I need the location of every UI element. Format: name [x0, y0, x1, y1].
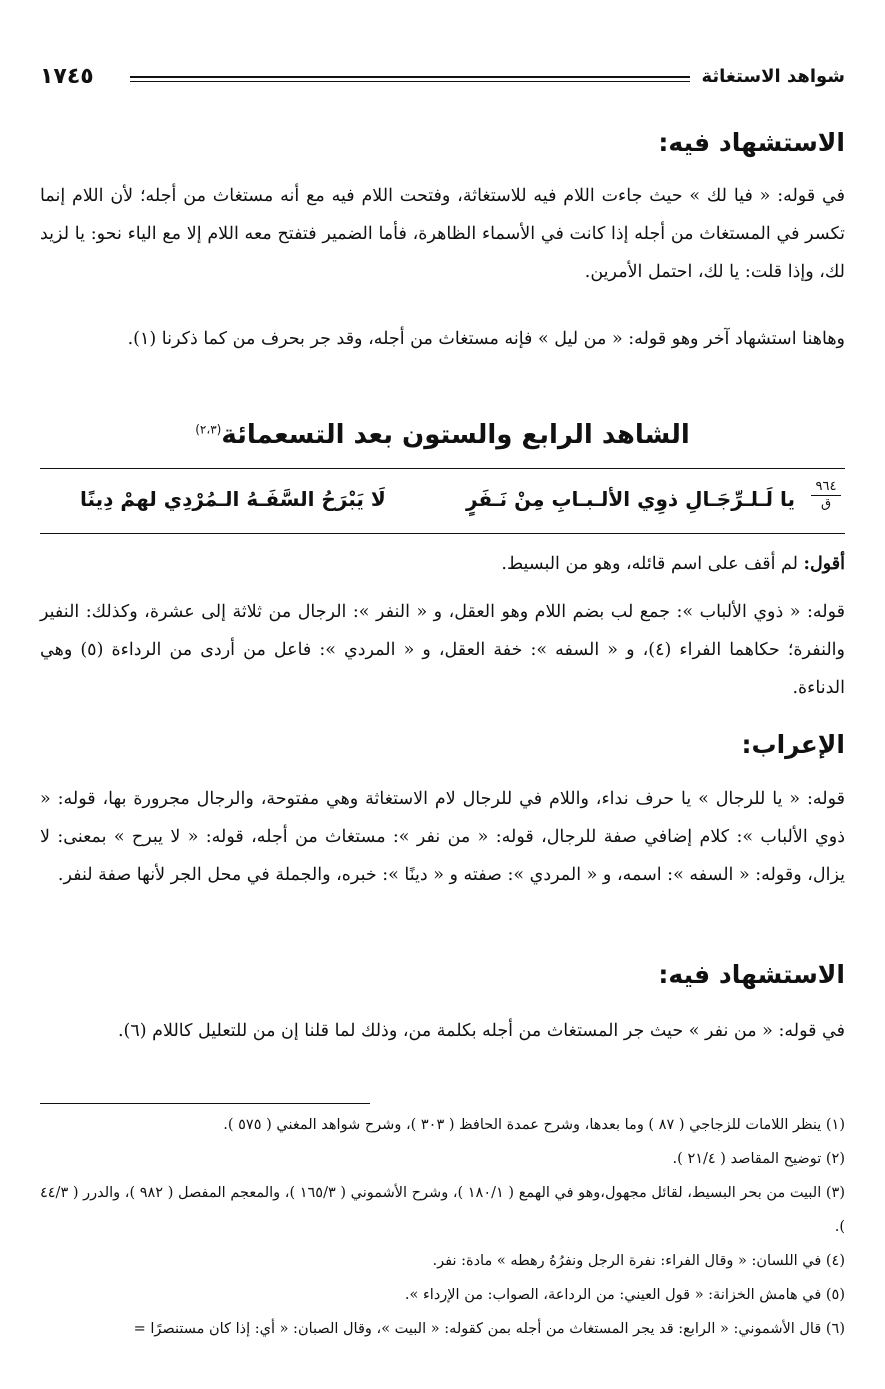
aqul-paragraph — [40, 545, 845, 583]
istishhad-paragraph: في قوله: « فيا لك » حيث جاءت اللام فيه للاستغاثة، وفتحت اللام فيه مع أنه مستغاث من أجله؛ لأن اللام إنما تكسر في المستغاث من أجله إذا كانت في الأسماء الظاهرة، فأما الضمير فتفتح معه اللام إلا مع الياء نحو: يا لزيد لك، وإذا قلت: يا لك، احتمل الأمرين. — [40, 186, 845, 282]
header-rule — [130, 76, 690, 82]
istishhad-heading-2: الاستشهاد فيه: — [658, 960, 845, 989]
footnote: (١) ينظر اللامات للزجاجي ( ٨٧ ) وما بعدها، وشرح عمدة الحافظ ( ٣٠٣ )، وشرح شواهد المغني ( ٥٧٥ ). — [223, 1117, 845, 1133]
irab-paragraph: قوله: « يا للرجال » يا حرف نداء، واللام في للرجال لام الاستغاثة وهي مفتوحة، والرجال مجرورة بها، قوله: « ذوي الألباب »: كلام إضافي صفة للرجال، قوله: « من نفر »: مستغاث من أجله، قوله: « لا يبرح » بمعنى: لا يزال، وقوله: « السفه »: اسمه، و « المردي »: صفته و « دينًا »: خبره، والجملة في محل الجر لأنها صفة لنفر. — [40, 789, 845, 885]
page-number: ١٧٤٥ — [40, 64, 94, 89]
footnotes — [40, 1108, 845, 1346]
verse-number-value: ٩٦٤ — [815, 479, 837, 494]
footnote: (٢) توضيح المقاصد ( ٢١/٤ ). — [672, 1151, 845, 1167]
verse-meter: ق — [811, 495, 841, 512]
verse-second-hemistich: لَا يَبْرَحُ السَّفَـهُ الـمُرْدِي لهمْ دِينًا — [80, 487, 386, 511]
istishhad-paragraph-2: في قوله: « من نفر » حيث جر المستغاث من أجله بكلمة من، وذلك لما قلنا إن من للتعليل كاللام (٦). — [117, 1021, 845, 1041]
footnote-rule — [40, 1103, 370, 1104]
running-title: شواهد الاستغاثة — [701, 66, 845, 87]
istishhad-heading: الاستشهاد فيه: — [658, 128, 845, 157]
running-head — [40, 62, 845, 102]
aqul-text: لم أقف على اسم قائله، وهو من البسيط. — [501, 554, 804, 574]
word-explanation-paragraph: قوله: « ذوي الألباب »: جمع لب بضم اللام وهو العقل، و « النفر »: الرجال من ثلاثة إلى عشرة، وكذلك: النفير والنفرة؛ حكاهما الفراء (٤)، و « السفه »: خفة العقل، و « المردي »: فاعل من أردى من الرداءة (٥) وهي الدناءة. — [40, 602, 845, 698]
verse-box — [40, 468, 845, 534]
shahid-title — [0, 420, 885, 450]
additional-istishhad-paragraph: وهاهنا استشهاد آخر وهو قوله: « من ليل » فإنه مستغاث من أجله، وقد جر بحرف من كما ذكرنا (١). — [127, 329, 845, 349]
irab-heading: الإعراب: — [741, 730, 845, 759]
footnote: (٤) في اللسان: « وقال الفراء: نفرة الرجل ونفرُهُ رهطه » مادة: نفر. — [432, 1253, 845, 1269]
footnote: (٦) قال الأشموني: « الرابع: قد يجر المستغاث من أجله بمن كقوله: « البيت »، وقال الصبان: « أي: إذا كان مستنصرًا = — [133, 1321, 845, 1337]
shahid-title-footnote-ref: (٢،٣) — [195, 422, 222, 437]
verse-number — [811, 479, 841, 512]
aqul-lead: أقول: — [803, 554, 845, 574]
shahid-title-text: الشاهد الرابع والستون بعد التسعمائة — [221, 420, 690, 450]
footnote: (٣) البيت من بحر البسيط، لقائل مجهول،وهو في الهمع ( ١٨٠/١ )، وشرح الأشموني ( ١٦٥/٣ )، والمعجم المفصل ( ٩٨٢ )، والدرر ( ٤٤/٣ ). — [39, 1185, 845, 1235]
verse-first-hemistich: يا لَـلـرِّجَـالِ ذوِي الألـبـابِ مِنْ نَـفَرٍ — [465, 487, 795, 511]
footnote: (٥) في هامش الخزانة: « قول العيني: من الرداعة، الصواب: من الإرداء ». — [404, 1287, 845, 1303]
